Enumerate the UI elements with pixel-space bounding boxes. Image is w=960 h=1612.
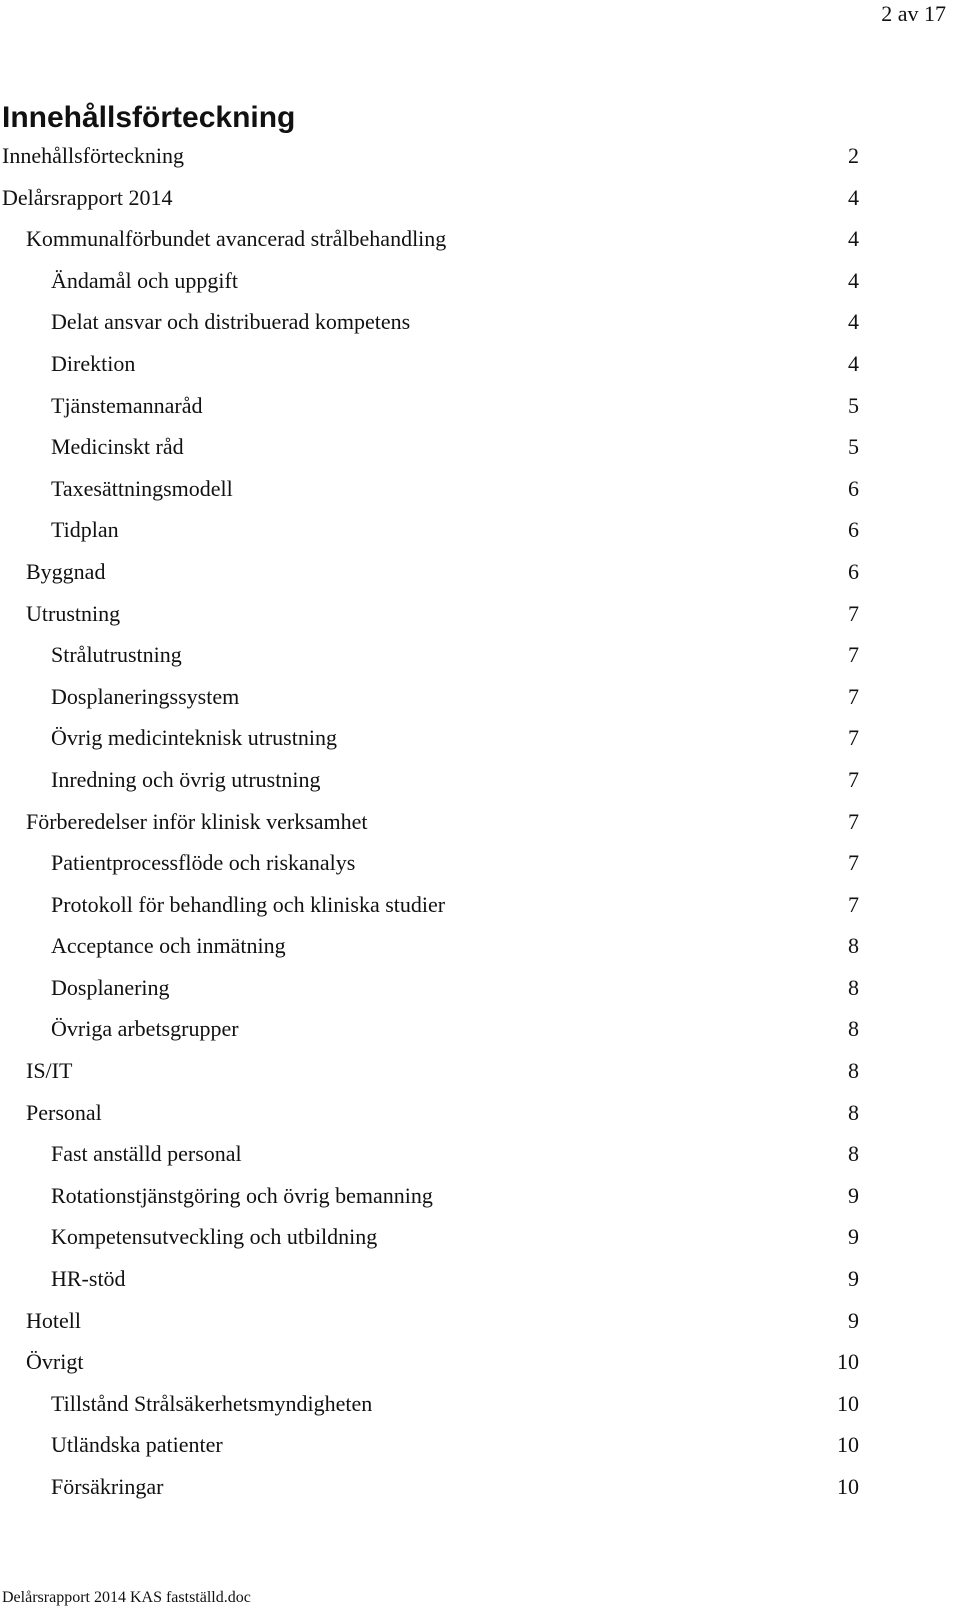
toc-entry[interactable] [0,473,960,515]
toc-entry-page-number: 9 [848,1182,859,1208]
toc-entry-title: Övrig medicinteknisk utrustning [51,725,337,751]
toc-entry-page-number: 9 [848,1266,859,1292]
toc-entry-title: Strålutrustning [51,642,182,668]
toc-heading: Innehållsförteckning [2,101,296,134]
toc-entry-title: Patientprocessflöde och riskanalys [51,850,356,876]
toc-entry[interactable] [0,182,960,224]
toc-entry[interactable] [0,1138,960,1180]
toc-entry-title: Förberedelser inför klinisk verksamhet [26,808,368,834]
toc-entry-title: Medicinskt råd [51,434,184,460]
page-indicator: 2 av 17 [881,1,946,26]
toc-entry[interactable] [0,889,960,931]
toc-entry-title: Protokoll för behandling och kliniska studier [51,891,446,917]
toc-entry-page-number: 2 [848,143,859,168]
toc-entry[interactable] [0,1097,960,1139]
toc-entry-title: Rotationstjänstgöring och övrig bemanning [51,1182,433,1208]
toc-entry[interactable] [0,764,960,806]
toc-entry-title: Utrustning [26,600,121,626]
toc-entry-page-number: 4 [848,309,859,335]
toc-entry-title: Inredning och övrig utrustning [51,766,321,792]
toc-entry-page-number: 7 [848,766,859,792]
toc-entry[interactable] [0,1471,960,1513]
toc-entry-page-number: 10 [837,1349,859,1375]
toc-entry-page-number: 8 [848,1016,859,1042]
toc-entry-page-number: 7 [848,642,859,668]
toc-entry-page-number: 9 [848,1307,859,1333]
toc-entry-title: Direktion [51,350,136,376]
toc-entry-page-number: 8 [848,1141,859,1167]
toc-entry-title: Delat ansvar och distribuerad kompetens [51,309,411,335]
toc-entry-page-number: 8 [848,974,859,1000]
toc-entry-page-number: 5 [848,434,859,460]
toc-entry[interactable] [0,598,960,640]
toc-entry-page-number: 10 [837,1432,859,1458]
toc-entry-title: Hotell [26,1307,81,1333]
toc-entry[interactable] [0,390,960,432]
toc-entry-title: Ändamål och uppgift [51,267,238,293]
toc-entry-title: Tidplan [51,517,119,543]
toc-entry-title: Byggnad [26,558,106,584]
toc-entry[interactable] [0,806,960,848]
footer-filename: Delårsrapport 2014 KAS fastställd.doc [2,1589,251,1606]
toc-entry-title: Övriga arbetsgrupper [51,1016,239,1042]
toc-entry[interactable] [0,514,960,556]
toc-entry-page-number: 6 [848,517,859,543]
toc-entry[interactable] [0,639,960,681]
toc-entry-title: Acceptance och inmätning [51,933,286,959]
toc-entry-page-number: 7 [848,850,859,876]
toc-entry[interactable] [0,431,960,473]
toc-entry-title: Försäkringar [51,1474,164,1499]
toc-entry-page-number: 8 [848,1058,859,1084]
toc-entry[interactable] [0,1305,960,1347]
toc-entry[interactable] [0,1055,960,1097]
toc-entry[interactable] [0,348,960,390]
toc-entry-title: Dosplanering [51,974,170,1000]
toc-entry[interactable] [0,1013,960,1055]
toc-entry-title: Innehållsförteckning [2,143,185,168]
toc-entry-title: Dosplaneringssystem [51,683,240,709]
toc-entry[interactable] [0,847,960,889]
toc-entry-page-number: 7 [848,808,859,834]
toc-entry-page-number: 10 [837,1474,859,1499]
toc-entry[interactable] [0,1180,960,1222]
toc-entry-page-number: 10 [837,1390,859,1416]
toc-entry-page-number: 7 [848,600,859,626]
toc-entry-page-number: 4 [848,184,859,210]
toc-entry[interactable] [0,1221,960,1263]
toc-entry-title: Kompetensutveckling och utbildning [51,1224,378,1250]
toc-entry[interactable] [0,140,960,182]
toc-entry[interactable] [0,1263,960,1305]
toc-entry-page-number: 4 [848,267,859,293]
toc-entry[interactable] [0,1429,960,1471]
toc-entry-page-number: 7 [848,891,859,917]
toc-entry-title: Personal [26,1099,102,1125]
toc-entry-page-number: 4 [848,350,859,376]
toc-entry-page-number: 5 [848,392,859,418]
toc-entry[interactable] [0,306,960,348]
toc-entry[interactable] [0,972,960,1014]
toc-entry-page-number: 7 [848,725,859,751]
toc-entry[interactable] [0,722,960,764]
toc-entry-page-number: 8 [848,933,859,959]
toc-entry-title: Utländska patienter [51,1432,223,1458]
toc-entry-page-number: 7 [848,683,859,709]
toc-entry-page-number: 9 [848,1224,859,1250]
toc-entry-title: Taxesättningsmodell [51,475,233,501]
toc-entry-title: Tillstånd Strålsäkerhetsmyndigheten [51,1390,373,1416]
toc-entry[interactable] [0,265,960,307]
toc-entry[interactable] [0,223,960,265]
toc-entry-title: HR-stöd [51,1266,126,1292]
toc-entry-page-number: 4 [848,226,859,252]
toc-entry[interactable] [0,1346,960,1388]
toc-entry-title: Fast anställd personal [51,1141,242,1167]
toc-entry[interactable] [0,930,960,972]
toc-entry-title: Kommunalförbundet avancerad strålbehandling [26,226,447,252]
table-of-contents [0,140,960,1513]
toc-entry-page-number: 6 [848,475,859,501]
toc-entry-title: Tjänstemannaråd [51,392,203,418]
toc-entry-page-number: 6 [848,558,859,584]
toc-entry[interactable] [0,556,960,598]
toc-entry-page-number: 8 [848,1099,859,1125]
toc-entry-title: Delårsrapport 2014 [2,184,173,210]
toc-entry-title: Övrigt [26,1349,84,1375]
toc-entry[interactable] [0,1388,960,1430]
toc-entry-title: IS/IT [26,1058,73,1084]
toc-entry[interactable] [0,681,960,723]
